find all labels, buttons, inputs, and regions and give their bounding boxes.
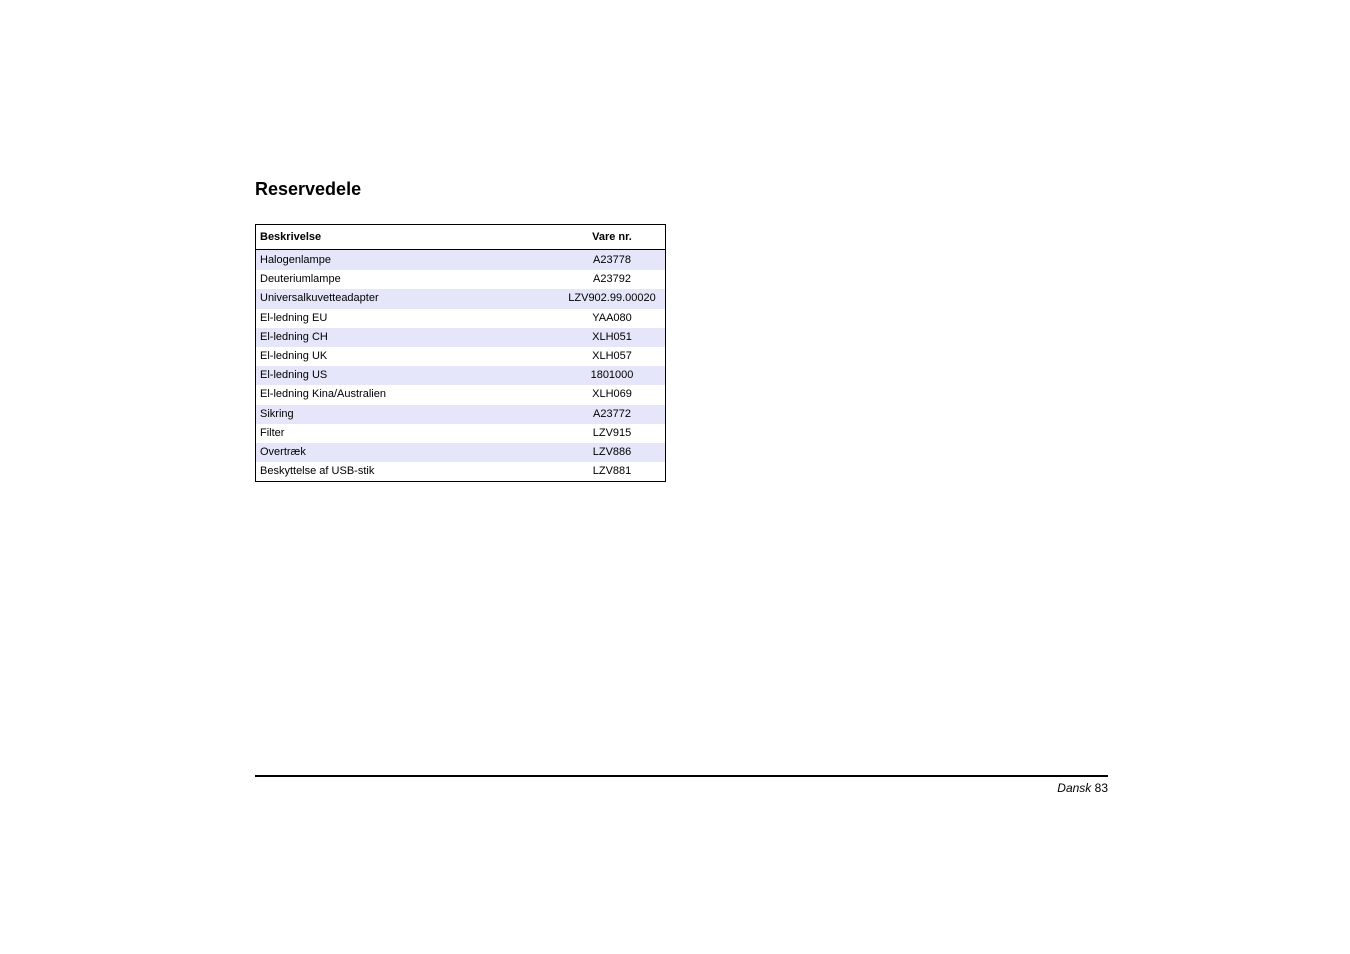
table-header-row: [256, 225, 666, 250]
table-row: [256, 347, 666, 366]
cell-item-number: 1801000: [559, 366, 666, 385]
cell-item-number: XLH069: [592, 388, 632, 401]
cell-description: El-ledning CH: [256, 328, 560, 347]
cell-item-number: A23772: [559, 405, 666, 424]
cell-item-number: LZV886: [559, 443, 666, 462]
table-row: [256, 385, 666, 404]
cell-description: El-ledning UK: [260, 350, 328, 363]
table-row: [256, 462, 666, 482]
footer-language: Dansk: [1057, 781, 1092, 795]
cell-description: El-ledning Kina/Australien: [260, 388, 386, 401]
column-header-description: Beskrivelse: [256, 225, 560, 250]
cell-description: El-ledning US: [256, 366, 560, 385]
cell-item-number: LZV915: [592, 426, 632, 439]
table-row: [256, 443, 666, 462]
section-title: Reservedele: [255, 179, 362, 199]
table-row: [256, 289, 666, 308]
cell-item-number: XLH051: [559, 328, 666, 347]
cell-description: Universalkuvetteadapter: [256, 289, 560, 308]
cell-item-number: A23778: [559, 250, 666, 271]
table-row: [256, 309, 666, 328]
table-row: [256, 328, 666, 347]
table-row: [256, 405, 666, 424]
column-header-item-number: Vare nr.: [559, 225, 666, 250]
cell-item-number: LZV881: [592, 465, 632, 478]
cell-description: Deuteriumlampe: [260, 273, 341, 286]
table-row: [256, 270, 666, 289]
cell-item-number: YAA080: [592, 311, 632, 324]
page-footer: [1057, 780, 1108, 796]
cell-item-number: A23792: [593, 273, 631, 286]
cell-description: El-ledning EU: [260, 311, 328, 324]
cell-description: Sikring: [256, 405, 560, 424]
table-row: [256, 250, 666, 271]
page-number: 83: [1094, 781, 1108, 795]
cell-description: Beskyttelse af USB-stik: [260, 465, 375, 478]
table-row: [256, 366, 666, 385]
cell-description: Filter: [260, 426, 285, 439]
spare-parts-table: [255, 224, 666, 482]
cell-description: Overtræk: [256, 443, 560, 462]
cell-item-number: XLH057: [592, 350, 632, 363]
footer-divider: [255, 775, 1108, 777]
cell-description: Halogenlampe: [256, 250, 560, 271]
table-row: [256, 424, 666, 443]
cell-item-number: LZV902.99.00020: [559, 289, 666, 308]
